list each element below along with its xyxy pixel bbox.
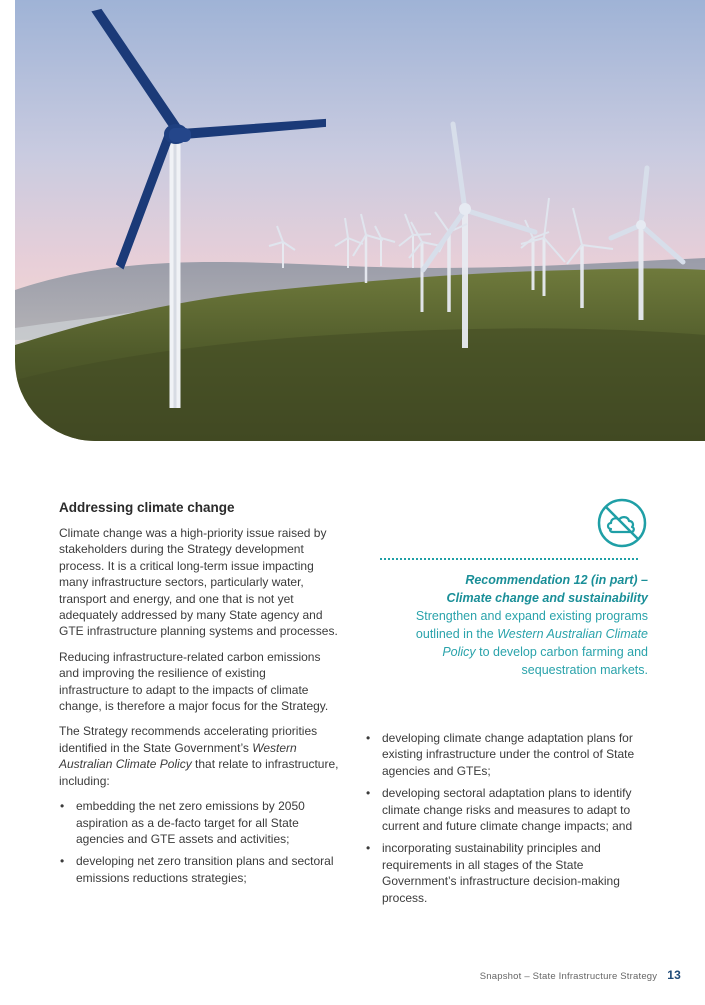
recommendation-policy-title: Western Australian Climate Policy (442, 627, 648, 659)
list-item-text: embedding the net zero emissions by 2050 aspiration as a de-facto target for all State agencies and GTE assets and activities; (76, 799, 305, 846)
list-item (59, 798, 339, 847)
bullet-icon: • (60, 799, 65, 814)
list-item-text: developing net zero transition plans and sectoral emissions reductions strategies; (76, 854, 334, 885)
left-column (59, 500, 339, 892)
section-heading: Addressing climate change (59, 500, 235, 515)
focus-paragraph: Reducing infrastructure-related carbon emissions and improving the resilience of existing infrastructure to adapt to the impacts of climate change, is therefore a major focus for the Strategy. (59, 649, 329, 714)
recommendation-body-suffix: to develop carbon farming and sequestration markets. (475, 645, 648, 677)
recommendation-title-line1: Recommendation 12 (in part) – (465, 573, 648, 587)
recommendation-title-line2: Climate change and sustainability (446, 591, 648, 605)
no-emissions-cloud-icon (596, 497, 648, 549)
left-bullet-list (59, 798, 339, 886)
bullet-icon: • (366, 731, 371, 745)
list-item-text: developing sectoral adaptation plans to identify climate change risks and measures to adapt to current and future climate change impacts; and (382, 786, 633, 834)
recommendation-paragraph-suffix: that relate to infrastructure, including: (59, 757, 339, 788)
wind-farm-illustration (15, 0, 705, 441)
bullet-icon: • (366, 841, 371, 856)
right-column (365, 730, 655, 912)
list-item (59, 853, 339, 886)
list-item (365, 840, 655, 906)
recommendation-body (380, 607, 648, 679)
hero-image (15, 0, 705, 441)
recommendation-body-prefix: Strengthen and expand existing programs outlined in the (415, 609, 648, 641)
dotted-divider (380, 558, 638, 560)
footer-title: Snapshot – State Infrastructure Strategy (479, 971, 658, 982)
bullet-icon: • (366, 786, 371, 801)
list-item-text: developing climate change adaptation plans for existing infrastructure under the control of State agencies and GTEs; (382, 731, 635, 778)
recommendation-text (380, 571, 648, 679)
page-footer (480, 968, 681, 982)
recommendation-paragraph (59, 723, 339, 789)
list-item-text: incorporating sustainability principles and requirements in all stages of the State Government’s infrastructure decision-making process. (382, 841, 620, 905)
climate-policy-title: Western Australian Climate Policy (59, 740, 297, 772)
right-bullet-list (365, 730, 655, 906)
intro-paragraph: Climate change was a high-priority issue raised by stakeholders during the Strategy development process. It is a critical long-term issue impacting many infrastructure sectors, particularly water, transport and energy, and one that is not yet adequately addressed by many State agency and GTE infrastructure planning systems and processes. (59, 526, 338, 639)
page-number: 13 (667, 968, 681, 982)
recommendation-paragraph-prefix: The Strategy recommends accelerating priorities identified in the State Government’s (59, 724, 318, 755)
list-item (365, 730, 655, 779)
list-item (365, 785, 655, 834)
bullet-icon: • (60, 854, 65, 869)
